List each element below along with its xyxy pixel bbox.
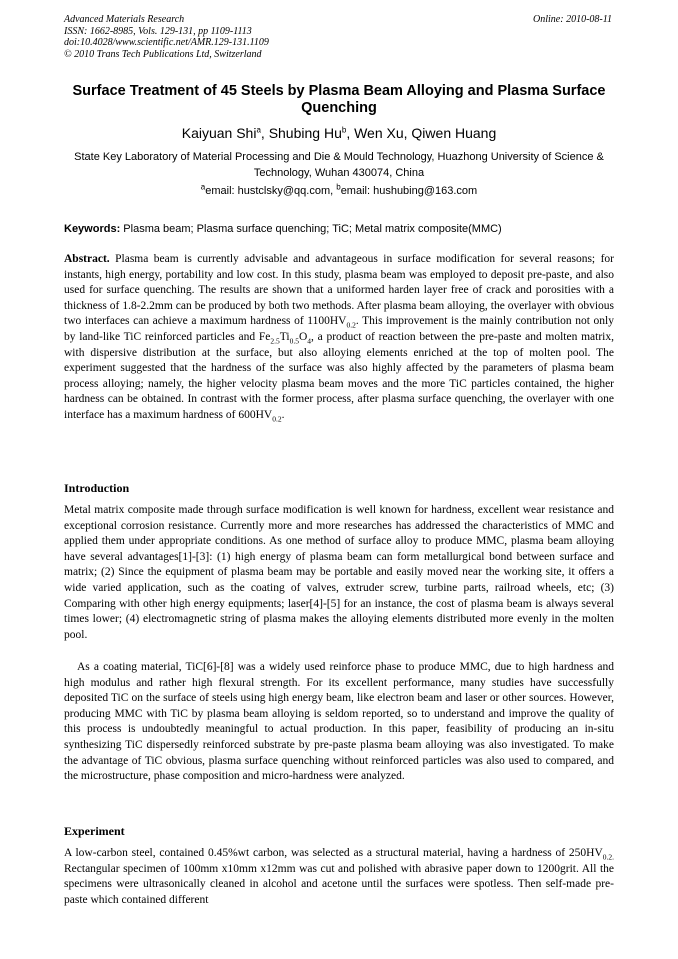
author-mark: a [256, 125, 261, 135]
email-b: email: hushubing@163.com [340, 185, 478, 197]
author-name: Kaiyuan Shi [181, 125, 257, 141]
email-mark: a [200, 182, 206, 192]
paper-title: Surface Treatment of 45 Steels by Plasma Beam Alloying and Plasma Surface Quenching [72, 83, 606, 116]
author-name: Wen Xu [354, 125, 404, 141]
author-separator: , [346, 125, 355, 141]
subscript: 0.2 [346, 320, 356, 330]
keywords-label: Keywords: [64, 223, 121, 235]
subscript: 2.5 [270, 336, 280, 346]
abstract-text: . This improvement is the mainly contribution not only by land-like TiC reinforced particles and Fe [64, 315, 614, 343]
author-name: Shubing Hu [268, 125, 342, 141]
author-mark: b [341, 125, 347, 135]
abstract-text: Plasma beam is currently advisable and advantageous in surface modification for several reasons; for instants, high energy, portability and low cost. In this study, plasma beam was employed to deposit pre-paste, and also used for surface quenching. The results are shown that a uniformed harden layer free of crack and porosities with a thickness of 1.8-2.2mm can be produced by both two methods. After plasma beam alloying, the overlayer with obvious two interfaces can achieve a maximum hardness of 1100HV [64, 253, 614, 328]
abstract-text: O [298, 330, 308, 343]
affiliation: State Key Laboratory of Material Processing and Die & Mould Technology, Huazhong University of Science & Technology, Wuhan 430074, China [74, 151, 604, 179]
subscript: 0.5 [289, 336, 299, 346]
issn-line: ISSN: 1662-8985, Vols. 129-131, pp 1109-1113 [64, 25, 252, 37]
introduction-paragraph: As a coating material, TiC[6]-[8] was a widely used reinforce phase to produce MMC, due to high hardness and high modulus and rather high flexural strength. For its excellent performance, many studies have successfully deposited TiC on the surface of steels using high energy beam, like electron beam and laser or other sources. However, producing MMC with TiC by plasma beam alloying is seldom reported, so to understand and improve the quality of this process is undoubtedly meaningful to actual production. In this paper, feasibility of producing an in-situ synthesizing TiC dispersedly reinforced substrate by pre-paste plasma beam alloying was also investigated. To make the advantage of TiC obvious, plasma surface quenching without reinforced particles was also used to compared, and the microstructure, phase composition and micro-hardness were analyzed. [64, 661, 614, 783]
email-mark: b [336, 182, 341, 192]
section-heading-experiment: Experiment [64, 824, 125, 838]
email-a: email: hustclsky@qq.com, [205, 185, 337, 197]
keywords [64, 222, 614, 236]
subscript: 0.2. [602, 852, 614, 862]
journal-header [64, 14, 269, 60]
copyright-line: © 2010 Trans Tech Publications Ltd, Switzerland [64, 48, 262, 60]
introduction-paragraph: Metal matrix composite made through surface modification is well known for hardness, excellent wear resistance and exceptional corrosion resistance. Currently more and more researches has addressed the characteristics of MMC and applied them under appropriate conditions. As one method of surface alloy to produce MMC, plasma beam alloying have several advantages[1]-[3]: (1) high energy of plasma beam can form metallurgical bond between surface and matrix; (2) Since the equipment of plasma beam may be portable and easily moved near the working site, it offers a wide varied application, such as the coating of valves, extruder screw, turbine parts, railroad wheels, etc; (3) Comparing with other high energy equipments; laser[4]-[5] for an instance, the cost of plasma beam is always several times lower; (4) electromagnetic string of plasma makes the alloying elements distributed more evenly in the molten pool. [64, 504, 614, 641]
experiment-text: A low-carbon steel, contained 0.45%wt carbon, was selected as a structural material, having a hardness of 250HV [64, 847, 603, 859]
abstract-label: Abstract. [64, 253, 110, 265]
abstract-text: . [281, 408, 285, 421]
section-heading-introduction: Introduction [64, 481, 130, 495]
doi-line: doi:10.4028/www.scientific.net/AMR.129-131.1109 [64, 37, 269, 48]
author-separator: , [260, 125, 269, 141]
keywords-text: Plasma beam; Plasma surface quenching; TiC; Metal matrix composite(MMC) [120, 223, 502, 235]
experiment-text: Rectangular specimen of 100mm x10mm x12mm was cut and polished with abrasive paper down to 1200grit. All the specimens were ultrasonically cleaned in alcohol and acetone until the surfaces were spotless. Then self-made pre-paste which contained different [64, 862, 614, 906]
journal-name: Advanced Materials Research [64, 14, 185, 25]
online-date: Online: 2010-08-11 [533, 14, 612, 25]
experiment-paragraph [64, 846, 614, 908]
author-emails [64, 184, 614, 199]
author-name: Qiwen Huang [411, 125, 497, 141]
author-list [64, 124, 614, 142]
abstract-text: , a product of reaction between the pre-paste and molten matrix, with dispersive distribution at the surface, but also alloying elements enriched at the top of molten pool. The experiment suggested that the hardness of the surface was also highly affected by the parameters of plasma beam process alloying; namely, the higher velocity plasma beam moves and the more TiC particles contained, the higher hardness can be obtained. In contrast with the former process, after plasma surface quenching, the overlayer with one interface has a maximum hardness of 600HV [64, 330, 614, 421]
subscript: 0.2 [272, 414, 282, 424]
subscript: 4 [307, 336, 311, 346]
abstract-text: Ti [279, 330, 290, 343]
author-separator: , [403, 125, 412, 141]
abstract [64, 252, 614, 424]
